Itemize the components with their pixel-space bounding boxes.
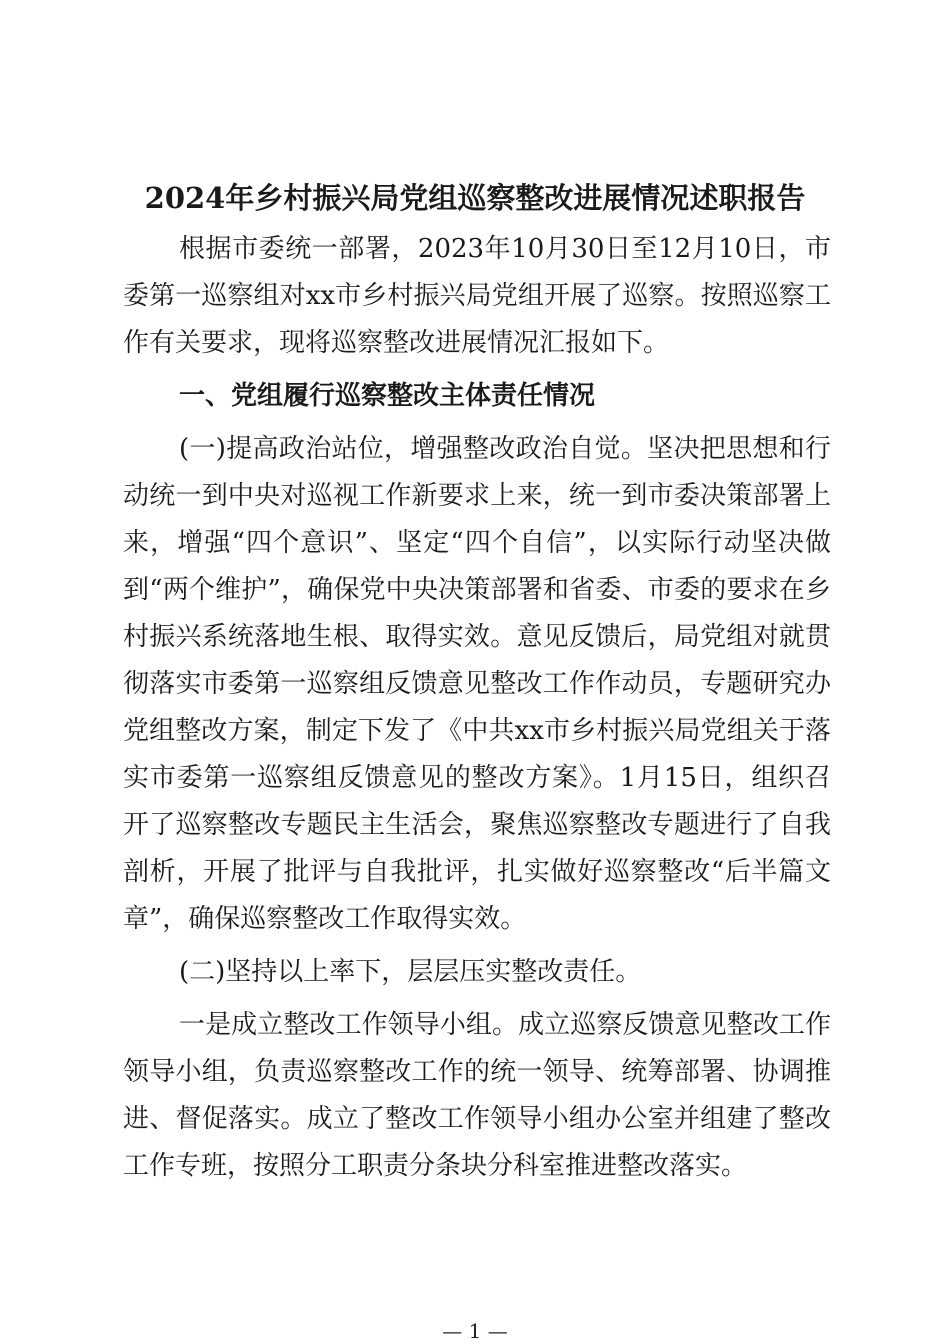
page-number: — 1 —	[442, 1319, 508, 1343]
subsection-2-heading: (二)坚持以上率下，层层压实整改责任。	[179, 957, 642, 987]
intro-paragraph: 根据市委统一部署，2023年10月30日至12月10日，市委第一巡察组对xx市乡村振兴局党组开展了巡察。按照巡察工作有关要求，现将巡察整改进展情况汇报如下。	[123, 234, 831, 358]
leadership-group-paragraph: 一是成立整改工作领导小组。成立巡察反馈意见整改工作领导小组，负责巡察整改工作的统一领导、统筹部署、协调推进、督促落实。成立了整改工作领导小组办公室并组建了整改工作专班，按照分工职责分条块分科室推进整改落实。	[123, 1010, 831, 1181]
document-title: 2024年乡村振兴局党组巡察整改进展情况述职报告	[144, 181, 806, 215]
section-heading-1: 一、党组履行巡察整改主体责任情况	[179, 381, 596, 411]
subsection-1-paragraph: (一)提高政治站位，增强整改政治自觉。坚决把思想和行动统一到中央对巡视工作新要求上来，统一到市委决策部署上来，增强“四个意识”、坚定“四个自信”，以实际行动坚决做到“两个维护”，确保党中央决策部署和省委、市委的要求在乡村振兴系统落地生根、取得实效。意见反馈后，局党组对就贯彻落实市委第一巡察组反馈意见整改工作作动员，专题研究办党组整改方案，制定下发了《中共xx市乡村振兴局党组关于落实市委第一巡察组反馈意见的整改方案》。1月15日，组织召开了巡察整改专题民主生活会，聚焦巡察整改专题进行了自我剖析，开展了批评与自我批评，扎实做好巡察整改“后半篇文章”，确保巡察整改工作取得实效。	[123, 434, 831, 934]
document-body	[123, 226, 831, 1196]
